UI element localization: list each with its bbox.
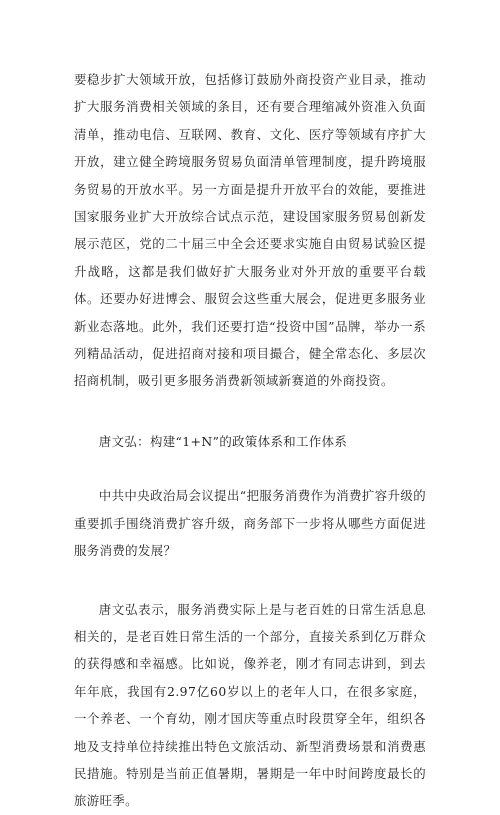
answer-paragraph: 唐文弘表示，服务消费实际上是与老百姓的日常生活息息相关的，是老百姓日常生活的一个部分，直接关系到亿万群众的获得感和幸福感。比如说，像养老，刚才有同志讲到，到去年年底，我国有2.97亿60岁以上的老年人口，在很多家庭，一个养老、一个育幼，刚才国庆等重点时段贯穿全年，组织各地及支持单位持续推出特色文旅活动、新型消费场景和消费惠民措施。特别是当前正值暑期，暑期是一年中时间跨度最长的旅游旺季。 [74,601,426,809]
section-heading: 唐文弘：构建“1+N”的政策体系和工作体系 [98,433,348,449]
question-paragraph: 中共中央政治局会议提出“把服务消费作为消费扩容升级的重要抓手围绕消费扩容升级，商务部下一步将从哪些方面促进服务消费的发展？ [74,488,426,559]
paragraph-opening-policy: 要稳步扩大领域开放，包括修订鼓励外商投资产业目录，推动扩大服务消费相关领域的条目，还有要合理缩减外资准入负面清单，推动电信、互联网、教育、文化、医疗等领域有序扩大开放，建立健全跨境服务贸易负面清单管理制度，提升跨境服务贸易的开放水平。另一方面是提升开放平台的效能，要推进国家服务业扩大开放综合试点示范，建设国家服务贸易创新发展示范区，党的二十届三中全会还要求实施自由贸易试验区提升战略，这都是我们做好扩大服务业对外开放的重要平台载体。还要办好进博会、服贸会这些重大展会，促进更多服务业新业态落地。此外，我们还要打造“投资中国”品牌，举办一系列精品活动，促进招商对接和项目撮合，健全常态化、多层次招商机制，吸引更多服务消费新领域新赛道的外商投资。 [74,72,426,389]
